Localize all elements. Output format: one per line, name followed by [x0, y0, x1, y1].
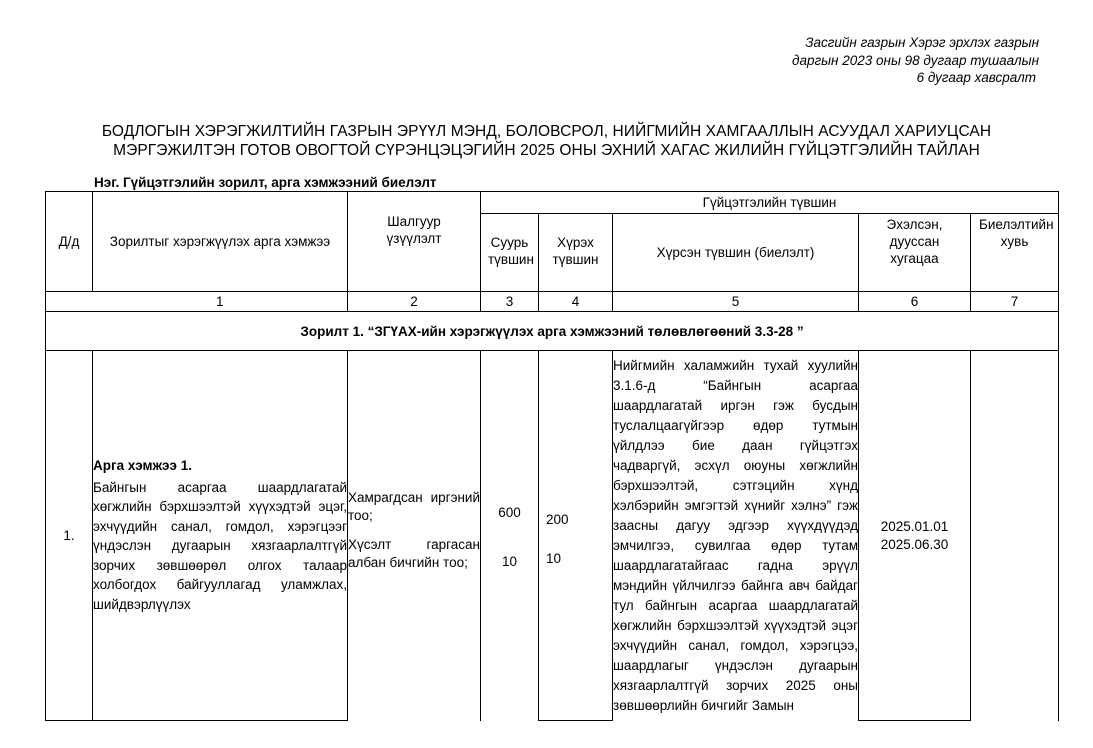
header-achieved: Хүрсэн түвшин (биелэлт): [613, 214, 859, 292]
column-number: 4: [539, 292, 613, 312]
header-baseline: Суурь түвшин: [481, 214, 539, 292]
goal-row: [46, 312, 1059, 351]
column-number: 2: [348, 292, 481, 312]
criteria-item: Хамрагдсан иргэний тоо;: [348, 489, 480, 524]
approval-line-3: 6 дугаар хавсралт: [916, 70, 1036, 85]
column-number: 1: [93, 292, 348, 312]
approval-note: [792, 34, 1039, 87]
column-number-blank: [46, 292, 93, 312]
column-number: 7: [971, 292, 1059, 312]
baseline-value: 600: [498, 504, 521, 520]
report-title-line-2: МЭРГЭЖИЛТЭН ГОТОВ ОВОГТОЙ СҮРЭНЦЭЦЭГИЙН 2025 ОНЫ ЭХНИЙ ХАГАС ЖИЛИЙН ГҮЙЦЭТГЭЛИЙН ТАЙЛАН: [113, 142, 980, 159]
column-number-row: [46, 292, 1059, 312]
header-criteria: Шалгуур үзүүлэлт: [348, 192, 481, 292]
baseline-value: 10: [501, 553, 518, 569]
achieved-cell: Нийгмийн халамжийн тухай хуулийн 3.1.6-д “Байнгын асаргаа шаардлагатай иргэн гэж бусдын туслалцаагүйгээр өдөр тутмын үйлдлээ бие даан гүйцэтгэх чадваргүй, эсхүл оюуны хөгжлийн бэрхшээлтэй, сэтгэцийн хүнд хэлбэрийн эмгэгтэй хүнийг хэлнэ” гэж заасны дагуу эдгээр хүүхдүүдэд эмчилгээ, сувилгаа өдөр тутам шаардлагатайгаас гадна эрүүл мэндийн үйлчилгээ байнга авч байдаг тул байнгын асаргаа шаардлагатай хөгжлийн бэрхшээлтэй хүүхэдтэй эцэг эхчүүдийн санал, гомдол, хэрэгцээ, шаардлагыг үндэслэн дугаарын хязгаарлалтгүй зорчих 2025 оны зөвшөөрлийн бичгийг Замын: [613, 351, 859, 721]
criteria-cell: [348, 351, 481, 721]
approval-line-2: даргын 2023 оны 98 дугаар тушаалын: [791, 52, 1039, 68]
start-date: 2025.01.01: [880, 518, 949, 534]
period-cell: [859, 351, 971, 721]
criteria-item: Хүсэлт гаргасан албан бичгийн тоо;: [348, 536, 480, 571]
column-number: 5: [613, 292, 859, 312]
header-measure: Зорилтыг хэрэгжүүлэх арга хэмжээ: [93, 192, 348, 292]
measure-title: Арга хэмжээ 1.: [93, 457, 192, 473]
completion-cell: [971, 351, 1059, 721]
approval-line-1: Засгийн газрын Хэрэг эрхлэх газрын: [805, 35, 1039, 50]
performance-table: [45, 191, 1059, 721]
measure-cell: [93, 351, 348, 721]
header-period: Эхэлсэн, дууссан хугацаа: [859, 214, 971, 292]
report-title-line-1: БОДЛОГЫН ХЭРЭГЖИЛТИЙН ГАЗРЫН ЭРҮҮЛ МЭНД, БОЛОВСРОЛ, НИЙГМИЙН ХАМГААЛЛЫН АСУУДАЛ ХАРИУЦСАН: [101, 123, 992, 140]
header-target: Хүрэх түвшин: [539, 214, 613, 292]
header-no: Д/д: [46, 192, 93, 292]
section-label: Нэг. Гүйцэтгэлийн зорилт, арга хэмжээний биелэлт: [94, 175, 437, 190]
measure-text: Байнгын асаргаа шаардлагатай хөгжлийн бэрхшээлтэй хүүхэдтэй эцэг, эхчүүдийн санал, гомдол, хэрэгцээг үндэслэн дугаарын хязгаарлалтгүй зорчих зөвшөөрөл олгох талаар холбогдох байгууллагад уламжлах, шийдвэрлүүлэх: [93, 479, 347, 612]
header-completion: Биелэлтийн хувь: [971, 214, 1059, 292]
row-number: 1.: [46, 351, 93, 721]
table-row: [46, 351, 1059, 721]
header-performance-level: Гүйцэтгэлийн түвшин: [481, 192, 1059, 214]
report-title: [40, 122, 1053, 160]
target-value: 200: [546, 511, 569, 527]
baseline-cell: [481, 351, 539, 721]
end-date: 2025.06.30: [880, 537, 949, 552]
column-number: 3: [481, 292, 539, 312]
column-number: 6: [859, 292, 971, 312]
target-cell: [539, 351, 613, 721]
goal-title: Зорилт 1. “ЗГҮАХ-ийн хэрэгжүүлэх арга хэмжээний төлөвлөгөөний 3.3-28 ”: [46, 312, 1059, 351]
target-value: 10: [546, 550, 562, 566]
